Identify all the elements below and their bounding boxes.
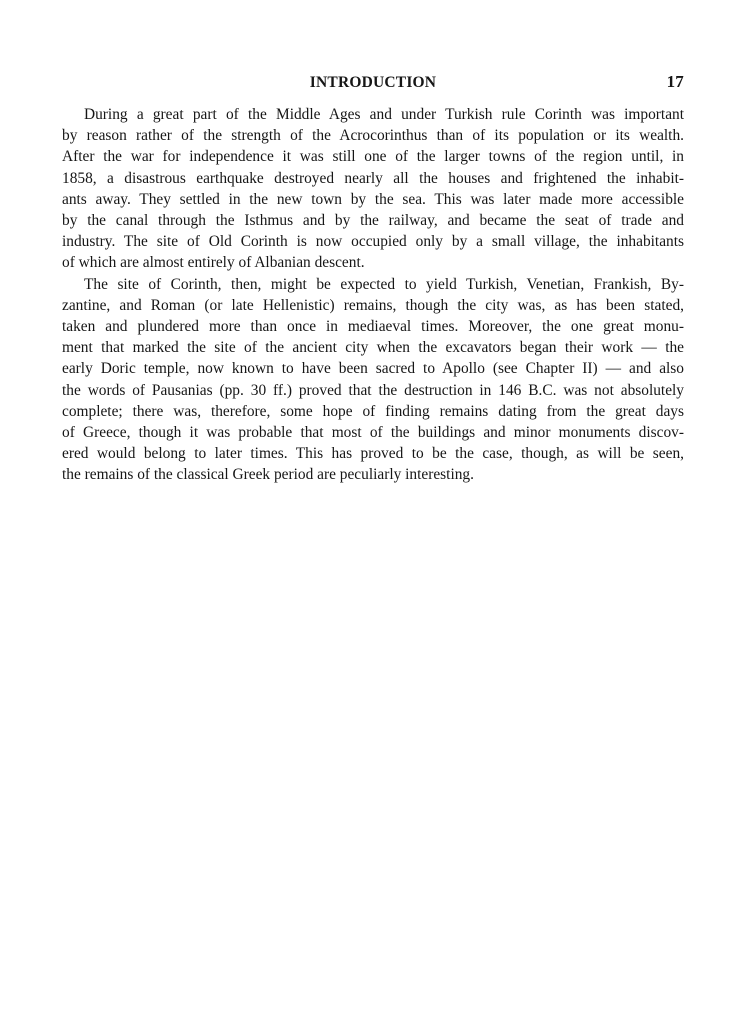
text-line: The site of Corinth, then, might be expected to yield Turkish, Venetian, Frankish, By- (84, 275, 684, 293)
book-page (62, 72, 684, 486)
running-head (62, 72, 684, 94)
text-line: of Greece, though it was probable that most of the buildings and minor monuments discov- (62, 424, 684, 442)
text-line: the words of Pausanias (pp. 30 ff.) proved that the destruction in 146 B.C. was not absolutely (62, 381, 684, 399)
text-line: ants away. They settled in the new town by the sea. This was later made more accessible (62, 190, 684, 208)
text-line: 1858, a disastrous earthquake destroyed nearly all the houses and frightened the inhabit- (62, 169, 684, 187)
text-line: zantine, and Roman (or late Hellenistic) remains, though the city was, as has been stated, (62, 296, 684, 314)
text-line: by reason rather of the strength of the Acrocorinthus than of its population or its wealth. (62, 127, 684, 145)
text-line: ment that marked the site of the ancient city when the excavators began their work — the (62, 339, 684, 357)
page-number: 17 (666, 72, 684, 91)
text-line: by the canal through the Isthmus and by the railway, and became the seat of trade and (62, 212, 684, 230)
text-line: the remains of the classical Greek period are peculiarly interesting. (62, 466, 474, 484)
text-line: After the war for independence it was still one of the larger towns of the region until, in (62, 148, 684, 166)
text-line: early Doric temple, now known to have been sacred to Apollo (see Chapter II) — and also (62, 360, 684, 378)
body-text (62, 104, 684, 486)
text-line: taken and plundered more than once in mediaeval times. Moreover, the one great monu- (62, 318, 684, 336)
text-line: During a great part of the Middle Ages and under Turkish rule Corinth was important (84, 106, 684, 123)
text-line: complete; there was, therefore, some hope of finding remains dating from the great days (62, 402, 684, 420)
paragraph-2 (62, 274, 684, 486)
chapter-title: INTRODUCTION (309, 74, 437, 91)
paragraph-1 (62, 104, 684, 274)
text-line: ered would belong to later times. This has proved to be the case, though, as will be seen, (62, 445, 684, 463)
text-line: of which are almost entirely of Albanian descent. (62, 254, 365, 272)
text-line: industry. The site of Old Corinth is now occupied only by a small village, the inhabitants (62, 233, 684, 251)
